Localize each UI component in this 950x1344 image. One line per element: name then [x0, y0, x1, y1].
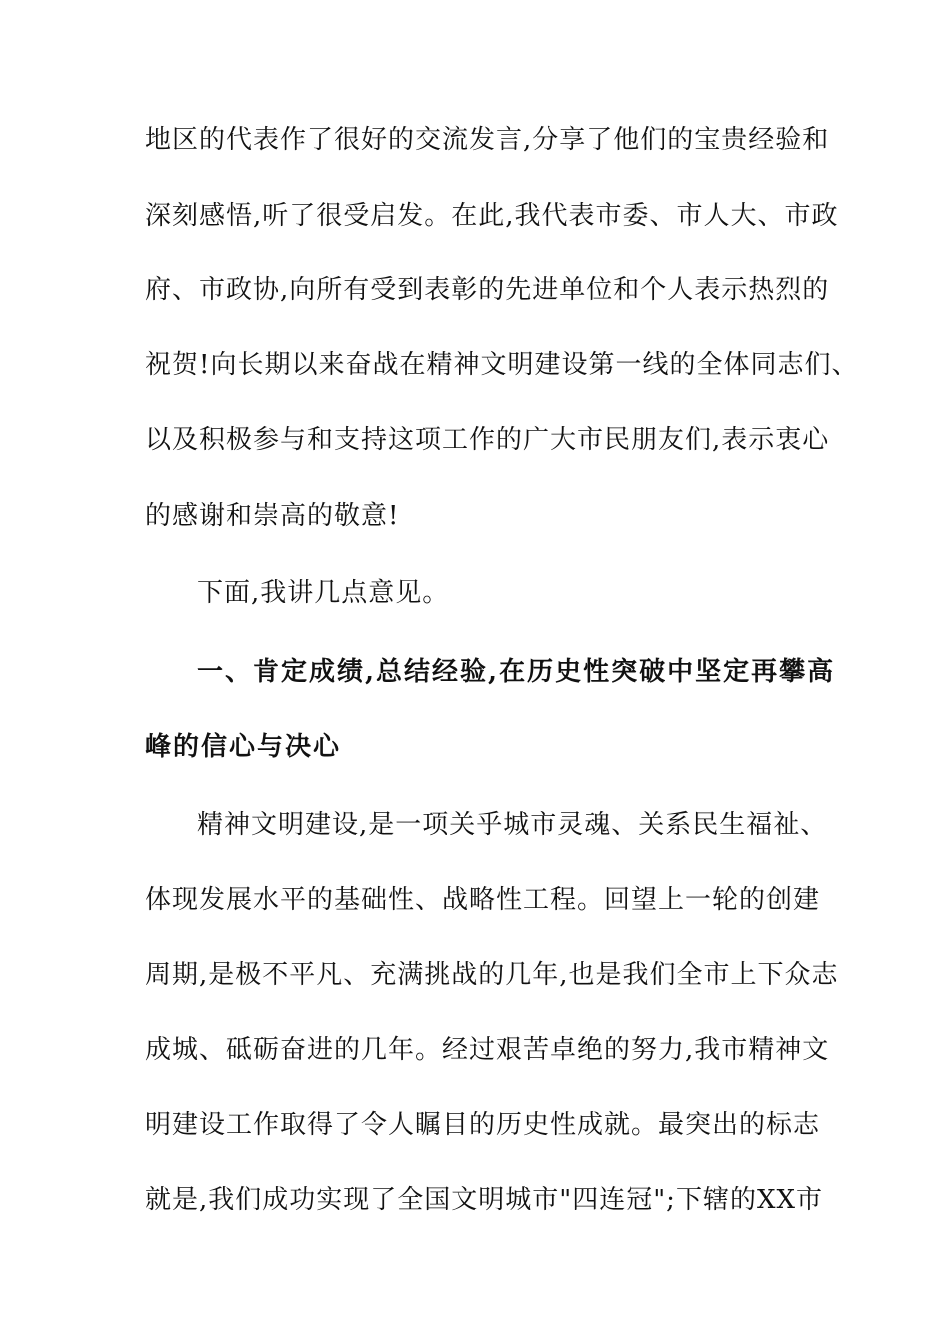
text-line: 地区的代表作了很好的交流发言,分享了他们的宝贵经验和	[145, 125, 830, 155]
text-line: 成城、砥砺奋进的几年。经过艰苦卓绝的努力,我市精神文	[145, 1035, 830, 1065]
text-line: 周期,是极不平凡、充满挑战的几年,也是我们全市上下众志	[145, 960, 839, 990]
text-line: 府、市政协,向所有受到表彰的先进单位和个人表示热烈的	[145, 275, 830, 305]
text-line: 就是,我们成功实现了全国文明城市"四连冠";下辖的XX市	[145, 1185, 823, 1215]
text-line: 明建设工作取得了令人瞩目的历史性成就。最突出的标志	[145, 1110, 821, 1140]
text-line: 精神文明建设,是一项关乎城市灵魂、关系民生福祉、	[197, 810, 828, 840]
heading-line: 峰的信心与决心	[145, 732, 342, 762]
text-line: 体现发展水平的基础性、战略性工程。回望上一轮的创建	[145, 885, 821, 915]
text-line: 祝贺!向长期以来奋战在精神文明建设第一线的全体同志们、	[145, 350, 859, 380]
heading-line: 一、肯定成绩,总结经验,在历史性突破中坚定再攀高	[197, 657, 836, 687]
text-line: 的感谢和崇高的敬意!	[145, 501, 400, 531]
text-line: 下面,我讲几点意见。	[197, 578, 450, 608]
text-line: 深刻感悟,听了很受启发。在此,我代表市委、市人大、市政	[145, 201, 839, 231]
text-line: 以及积极参与和支持这项工作的广大市民朋友们,表示衷心	[145, 425, 830, 455]
